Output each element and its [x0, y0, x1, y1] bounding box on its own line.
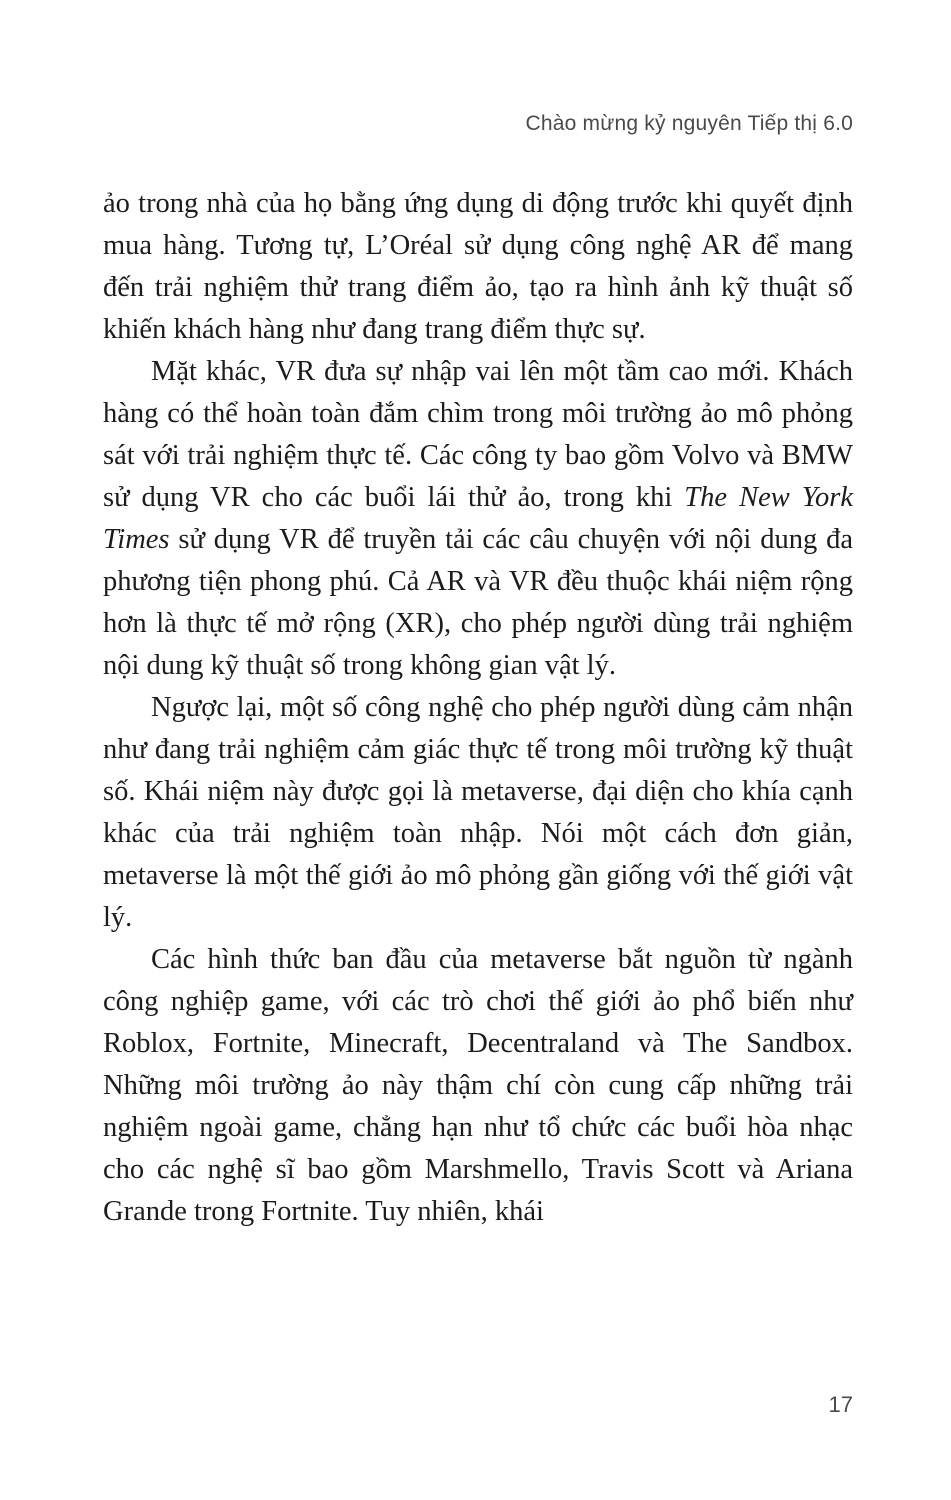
- text-run: Mặt khác, VR đưa sự nhập vai lên một tầm cao mới. Khách hàng có thể hoàn toàn đắm chìm trong môi trường ảo mô phỏng sát với trải nghiệm thực tế. Các công ty bao gồm Volvo và BMW sử dụng VR cho các buổi lái thử ảo, trong khi: [103, 356, 853, 513]
- paragraph: [103, 939, 853, 1233]
- text-run: Ngược lại, một số công nghệ cho phép người dùng cảm nhận như đang trải nghiệm cảm giác thực tế trong môi trường kỹ thuật số. Khái niệm này được gọi là metaverse, đại diện cho khía cạnh khác của trải nghiệm toàn nhập. Nói một cách đơn giản, metaverse là một thế giới ảo mô phỏng gần giống với thế giới vật lý.: [103, 692, 853, 933]
- paragraph: [103, 183, 853, 351]
- text-run: ảo trong nhà của họ bằng ứng dụng di động trước khi quyết định mua hàng. Tương tự, L’Oréal sử dụng công nghệ AR để mang đến trải nghiệm thử trang điểm ảo, tạo ra hình ảnh kỹ thuật số khiến khách hàng như đang trang điểm thực sự.: [103, 188, 853, 345]
- italic-text-run: The New York Times: [103, 482, 853, 555]
- paragraph: [103, 687, 853, 939]
- running-header: Chào mừng kỷ nguyên Tiếp thị 6.0: [525, 112, 853, 135]
- page-number: 17: [828, 1392, 853, 1417]
- text-run: sử dụng VR để truyền tải các câu chuyện với nội dung đa phương tiện phong phú. Cả AR và VR đều thuộc khái niệm rộng hơn là thực tế mở rộng (XR), cho phép người dùng trải nghiệm nội dung kỹ thuật số trong không gian vật lý.: [103, 524, 853, 681]
- text-run: Các hình thức ban đầu của metaverse bắt nguồn từ ngành công nghiệp game, với các trò chơi thế giới ảo phổ biến như Roblox, Fortnite, Minecraft, Decentraland và The Sandbox. Những môi trường ảo này thậm chí còn cung cấp những trải nghiệm ngoài game, chẳng hạn như tổ chức các buổi hòa nhạc cho các nghệ sĩ bao gồm Marshmello, Travis Scott và Ariana Grande trong Fortnite. Tuy nhiên, khái: [103, 944, 853, 1227]
- body-text: [103, 183, 853, 1233]
- paragraph: [103, 351, 853, 687]
